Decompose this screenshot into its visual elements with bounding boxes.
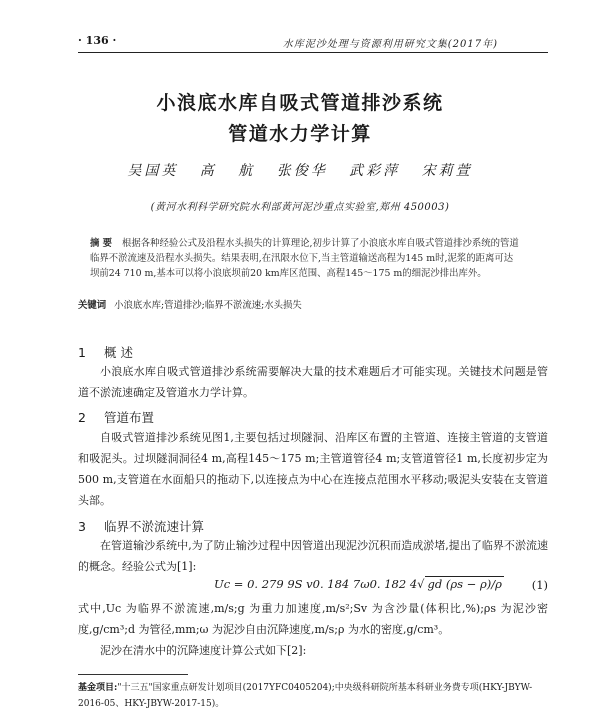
- equation-number: (1): [531, 578, 548, 592]
- section-heading-1: [78, 343, 133, 361]
- equation-lhs: Uc: [214, 577, 231, 591]
- section-3-paragraph: 在管道输沙系统中,为了防止输沙过程中因管道出现泥沙沉积而造成淤堵,提出了临界不淤流速的概念。经验公式为[1]:: [78, 539, 548, 573]
- footnote-divider: [78, 674, 188, 675]
- keywords: [78, 298, 518, 313]
- header-divider: [78, 52, 548, 53]
- section-number: 1: [78, 345, 86, 360]
- author-list: 吴国英 高 航 张俊华 武彩萍 宋莉萱: [127, 163, 473, 179]
- section-number: 3: [78, 519, 86, 534]
- paper-title-line-2: 管道水力学计算: [228, 123, 372, 145]
- keywords-text: 小浪底水库;管道排沙;临界不淤流速;水头损失: [114, 300, 302, 311]
- abstract-text: 根据各种经验公式及沿程水头损失的计算理论,初步计算了小浪底水库自吸式管道排沙系统的管道临界不淤流速及沿程水头损失。结果表明,在汛限水位下,当主管道输送高程为145 m时,泥浆的距离可达坝前24 710 m,基本可以将小浪底坝前20 km库区范围、高程145～175 m的细泥沙排出库外。: [90, 238, 519, 279]
- equation-1: [150, 570, 548, 598]
- equation-rhs: = 0. 279 9S v0. 184 7ω0. 182 4: [233, 577, 418, 591]
- equation-expression: [214, 576, 504, 591]
- equation-explanation: 式中,Uc 为临界不淤流速,m/s;g 为重力加速度,m/s²;Sv 为含沙量(体积比,%);ρs 为泥沙密度,g/cm³;d 为管径,mm;ω 为泥沙自由沉降速度,m/s;ρ 为水的密度,g/cm³。: [78, 602, 548, 636]
- journal-title: 水库泥沙处理与资源利用研究文集(2017年): [282, 39, 498, 50]
- section-number: 2: [78, 410, 86, 425]
- keywords-label: 关键词: [78, 300, 107, 311]
- section-heading-2: [78, 408, 154, 426]
- equation-radicand: gd (ρs − ρ)/ρ: [427, 577, 502, 591]
- abstract: [90, 236, 520, 281]
- footnote: [78, 680, 548, 712]
- footnote-text: "十三五"国家重点研发计划项目(2017YFC0405204);中央级科研院所基本科研业务费专项(HKY-JBYW-2016-05、HKY-JBYW-2017-15)。: [78, 683, 533, 709]
- footnote-label: 基金项目:: [78, 683, 118, 693]
- section-title: 概 述: [104, 345, 133, 360]
- affiliation: (黄河水利科学研究院水利部黄河泥沙重点实验室,郑州 450003): [150, 202, 450, 213]
- section-title: 临界不淤流速计算: [104, 519, 205, 534]
- running-header: [78, 34, 548, 50]
- section-2-paragraph: 自吸式管道排沙系统见图1,主要包括过坝隧洞、沿库区布置的主管道、连接主管道的支管道和吸泥头。过坝隧洞洞径4 m,高程145～175 m;主管道管径4 m;支管道管径1 m,长度初步定为500 m,支管道在水面船只的拖动下,以连接点为中心在连接点范围水平移动;吸泥头安装在支管道头部。: [78, 431, 548, 507]
- abstract-label: 摘 要: [90, 238, 113, 249]
- page-number: · 136 ·: [78, 34, 117, 47]
- sqrt-sign: √: [417, 577, 425, 591]
- settling-formula-intro: 泥沙在清水中的沉降速度计算公式如下[2]:: [100, 644, 307, 657]
- section-heading-3: [78, 517, 204, 535]
- paper-title-line-1: 小浪底水库自吸式管道排沙系统: [156, 92, 444, 114]
- section-1-paragraph: 小浪底水库自吸式管道排沙系统需要解决大量的技术难题后才可能实现。关键技术问题是管道不淤流速确定及管道水力学计算。: [78, 365, 548, 399]
- section-title: 管道布置: [104, 410, 155, 425]
